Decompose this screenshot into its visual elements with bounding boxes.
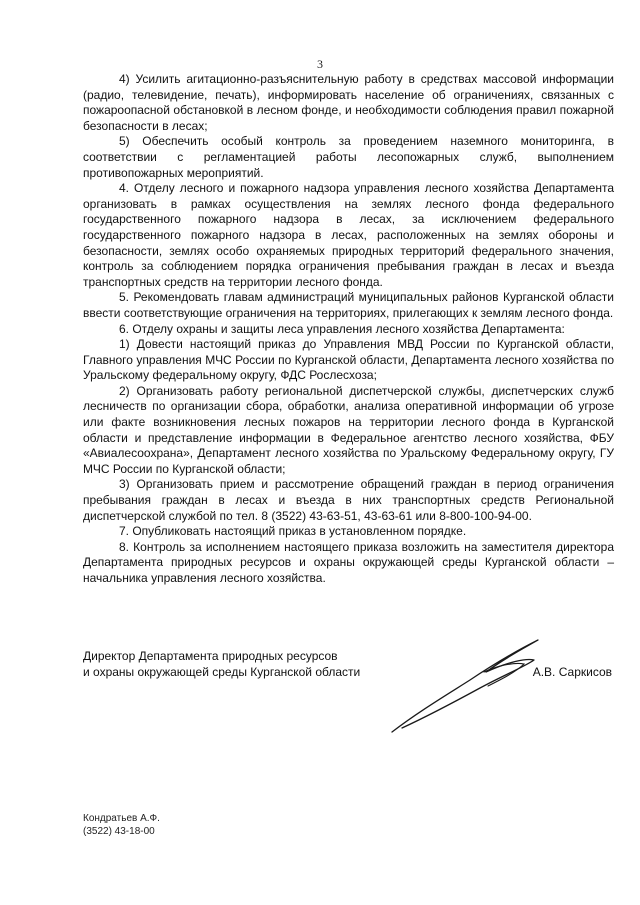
paragraph-item-6-1: 1) Довести настоящий приказ до Управления МВД России по Курганской области, Главного управления МЧС России по Курганской области, Департамента лесного хозяйства по Уральскому федеральному округу, ФДС Рослесхоза; (83, 337, 614, 383)
paragraph-clause-4: 4. Отделу лесного и пожарного надзора управления лесного хозяйства Департамента организовать в рамках осуществления на землях лесного фонда федерального государственного пожарного надзора в лесах, за исключением федерального государственного пожарного надзора в лесах, расположенных на землях обороны и безопасности, землях особо охраняемых природных территорий федерального значения, контроль за соблюдением порядка ограничения пребывания граждан в лесах и въезда транспортных средств на территории лесного фонда. (83, 181, 614, 289)
page-number: 3 (317, 57, 323, 71)
paragraph-item-6-3: 3) Организовать прием и рассмотрение обращений граждан в период ограничения пребывания граждан в лесах и въезда в них транспортных средств Региональной диспетчерской службой по тел. 8 (3522) 43-63-51, 43-63-61 или 8-800-100-94-00. (83, 477, 614, 523)
signatory-name: А.В. Саркисов (532, 665, 612, 679)
handwritten-signature (388, 632, 558, 742)
paragraph-clause-8: 8. Контроль за исполнением настоящего приказа возложить на заместителя директора Департамента природных ресурсов и охраны окружающей среды Курганской области – начальника управления лесного хозяйства. (83, 539, 614, 585)
document-body (83, 72, 614, 587)
paragraph-item-4-5: 5) Обеспечить особый контроль за проведением наземного мониторинга, в соответствии с регламентацией работы лесопожарных служб, выполнением противопожарных мероприятий. (83, 134, 614, 180)
author-info (83, 812, 160, 838)
author-name: Кондратьев А.Ф. (83, 813, 160, 824)
paragraph-clause-5: 5. Рекомендовать главам администраций муниципальных районов Курганской области ввести соответствующие ограничения на территориях, прилегающих к землям лесного фонда. (83, 290, 614, 320)
paragraph-clause-7: 7. Опубликовать настоящий приказ в установленном порядке. (119, 524, 467, 539)
author-phone: (3522) 43-18-00 (83, 826, 155, 837)
signatory-title-line: Директор Департамента природных ресурсов (83, 649, 338, 663)
paragraph-item-6-2: 2) Организовать работу региональной диспетчерской службы, диспетчерских служб лесничеств по организации сбора, обработки, анализа оперативной информации об угрозе или факте возникновения лесных пожаров на территории лесного фонда в Курганской области и представление информации в Федеральное агентство лесного хозяйства, ФБУ «Авиалесоохрана», Департамент лесного хозяйства по Уральскому Федеральному округу, ГУ МЧС России по Курганской области; (83, 383, 614, 476)
signatory-title (83, 648, 360, 680)
paragraph-clause-6: 6. Отделу охраны и защиты леса управления лесного хозяйства Департамента: (119, 321, 565, 336)
signatory-title-line: и охраны окружающей среды Курганской области (83, 665, 361, 679)
paragraph-item-4-4: 4) Усилить агитационно-разъяснительную работу в средствах массовой информации (радио, телевидение, печать), информировать население об ограничениях, связанных с пожароопасной обстановкой в лесном фонде, и необходимости соблюдения правил пожарной безопасности в лесах; (83, 72, 614, 133)
